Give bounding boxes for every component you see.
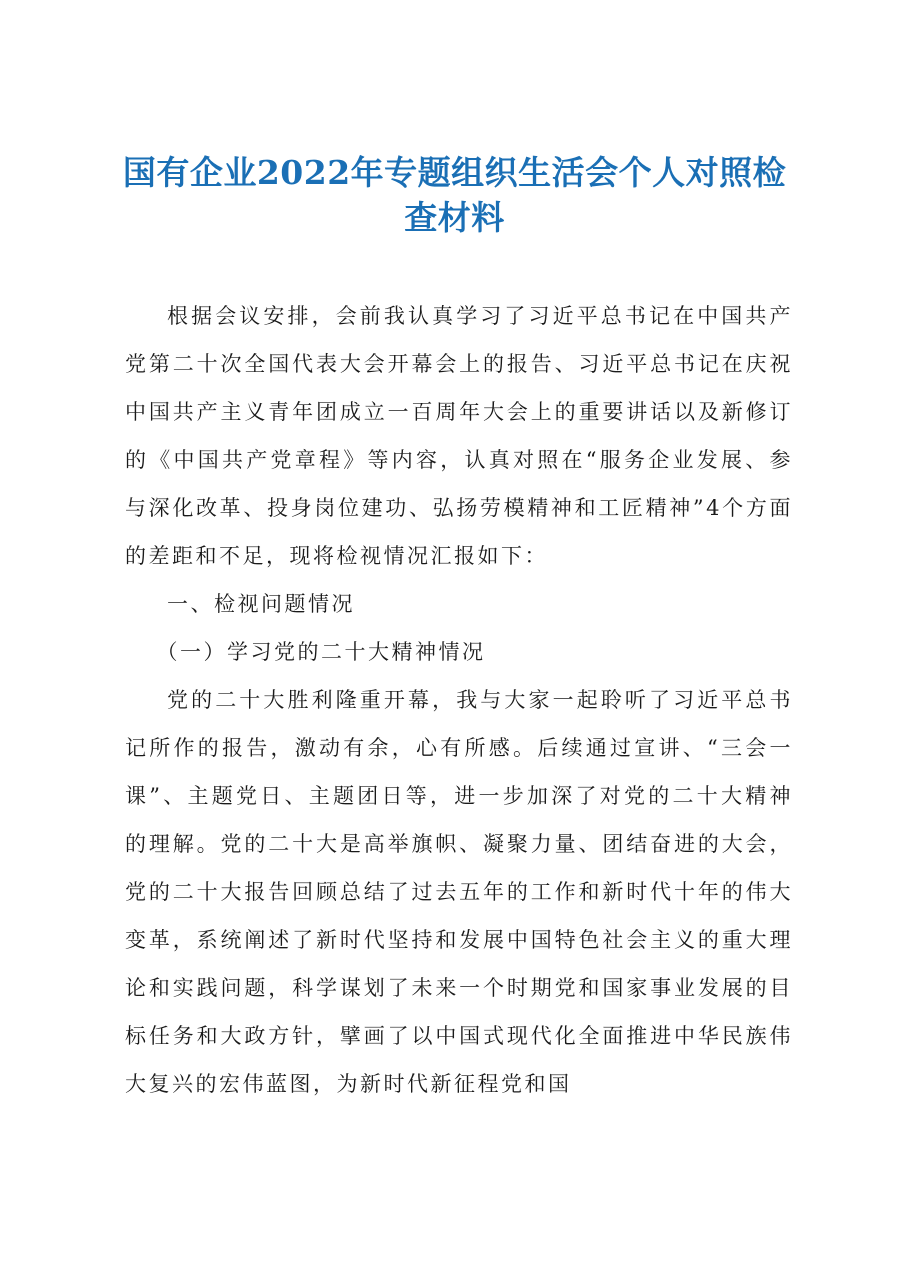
section-heading: 一、检视问题情况 <box>167 592 355 616</box>
document-body <box>125 292 793 1108</box>
intro-paragraph: 根据会议安排，会前我认真学习了习近平总书记在中国共产党第二十次全国代表大会开幕会上的报告、习近平总书记在庆祝中国共产主义青年团成立一百周年大会上的重要讲话以及新修订的《中国共产党章程》等内容，认真对照在“服务企业发展、参与深化改革、投身岗位建功、弘扬劳模精神和工匠精神”4个方面的差距和不足，现将检视情况汇报如下： <box>125 304 793 568</box>
document-title: 国有企业2022年专题组织生活会个人对照检查材料 <box>122 153 787 237</box>
body-paragraph: 党的二十大胜利隆重开幕，我与大家一起聆听了习近平总书记所作的报告，激动有余，心有所感。后续通过宣讲、“三会一课”、主题党日、主题团日等，进一步加深了对党的二十大精神的理解。党的二十大是高举旗帜、凝聚力量、团结奋进的大会，党的二十大报告回顾总结了过去五年的工作和新时代十年的伟大变革，系统阐述了新时代坚持和发展中国特色社会主义的重大理论和实践问题，科学谋划了未来一个时期党和国家事业发展的目标任务和大政方针，擘画了以中国式现代化全面推进中华民族伟大复兴的宏伟蓝图，为新时代新征程党和国 <box>125 688 793 1096</box>
subsection-heading: （一）学习党的二十大精神情况 <box>156 640 486 664</box>
